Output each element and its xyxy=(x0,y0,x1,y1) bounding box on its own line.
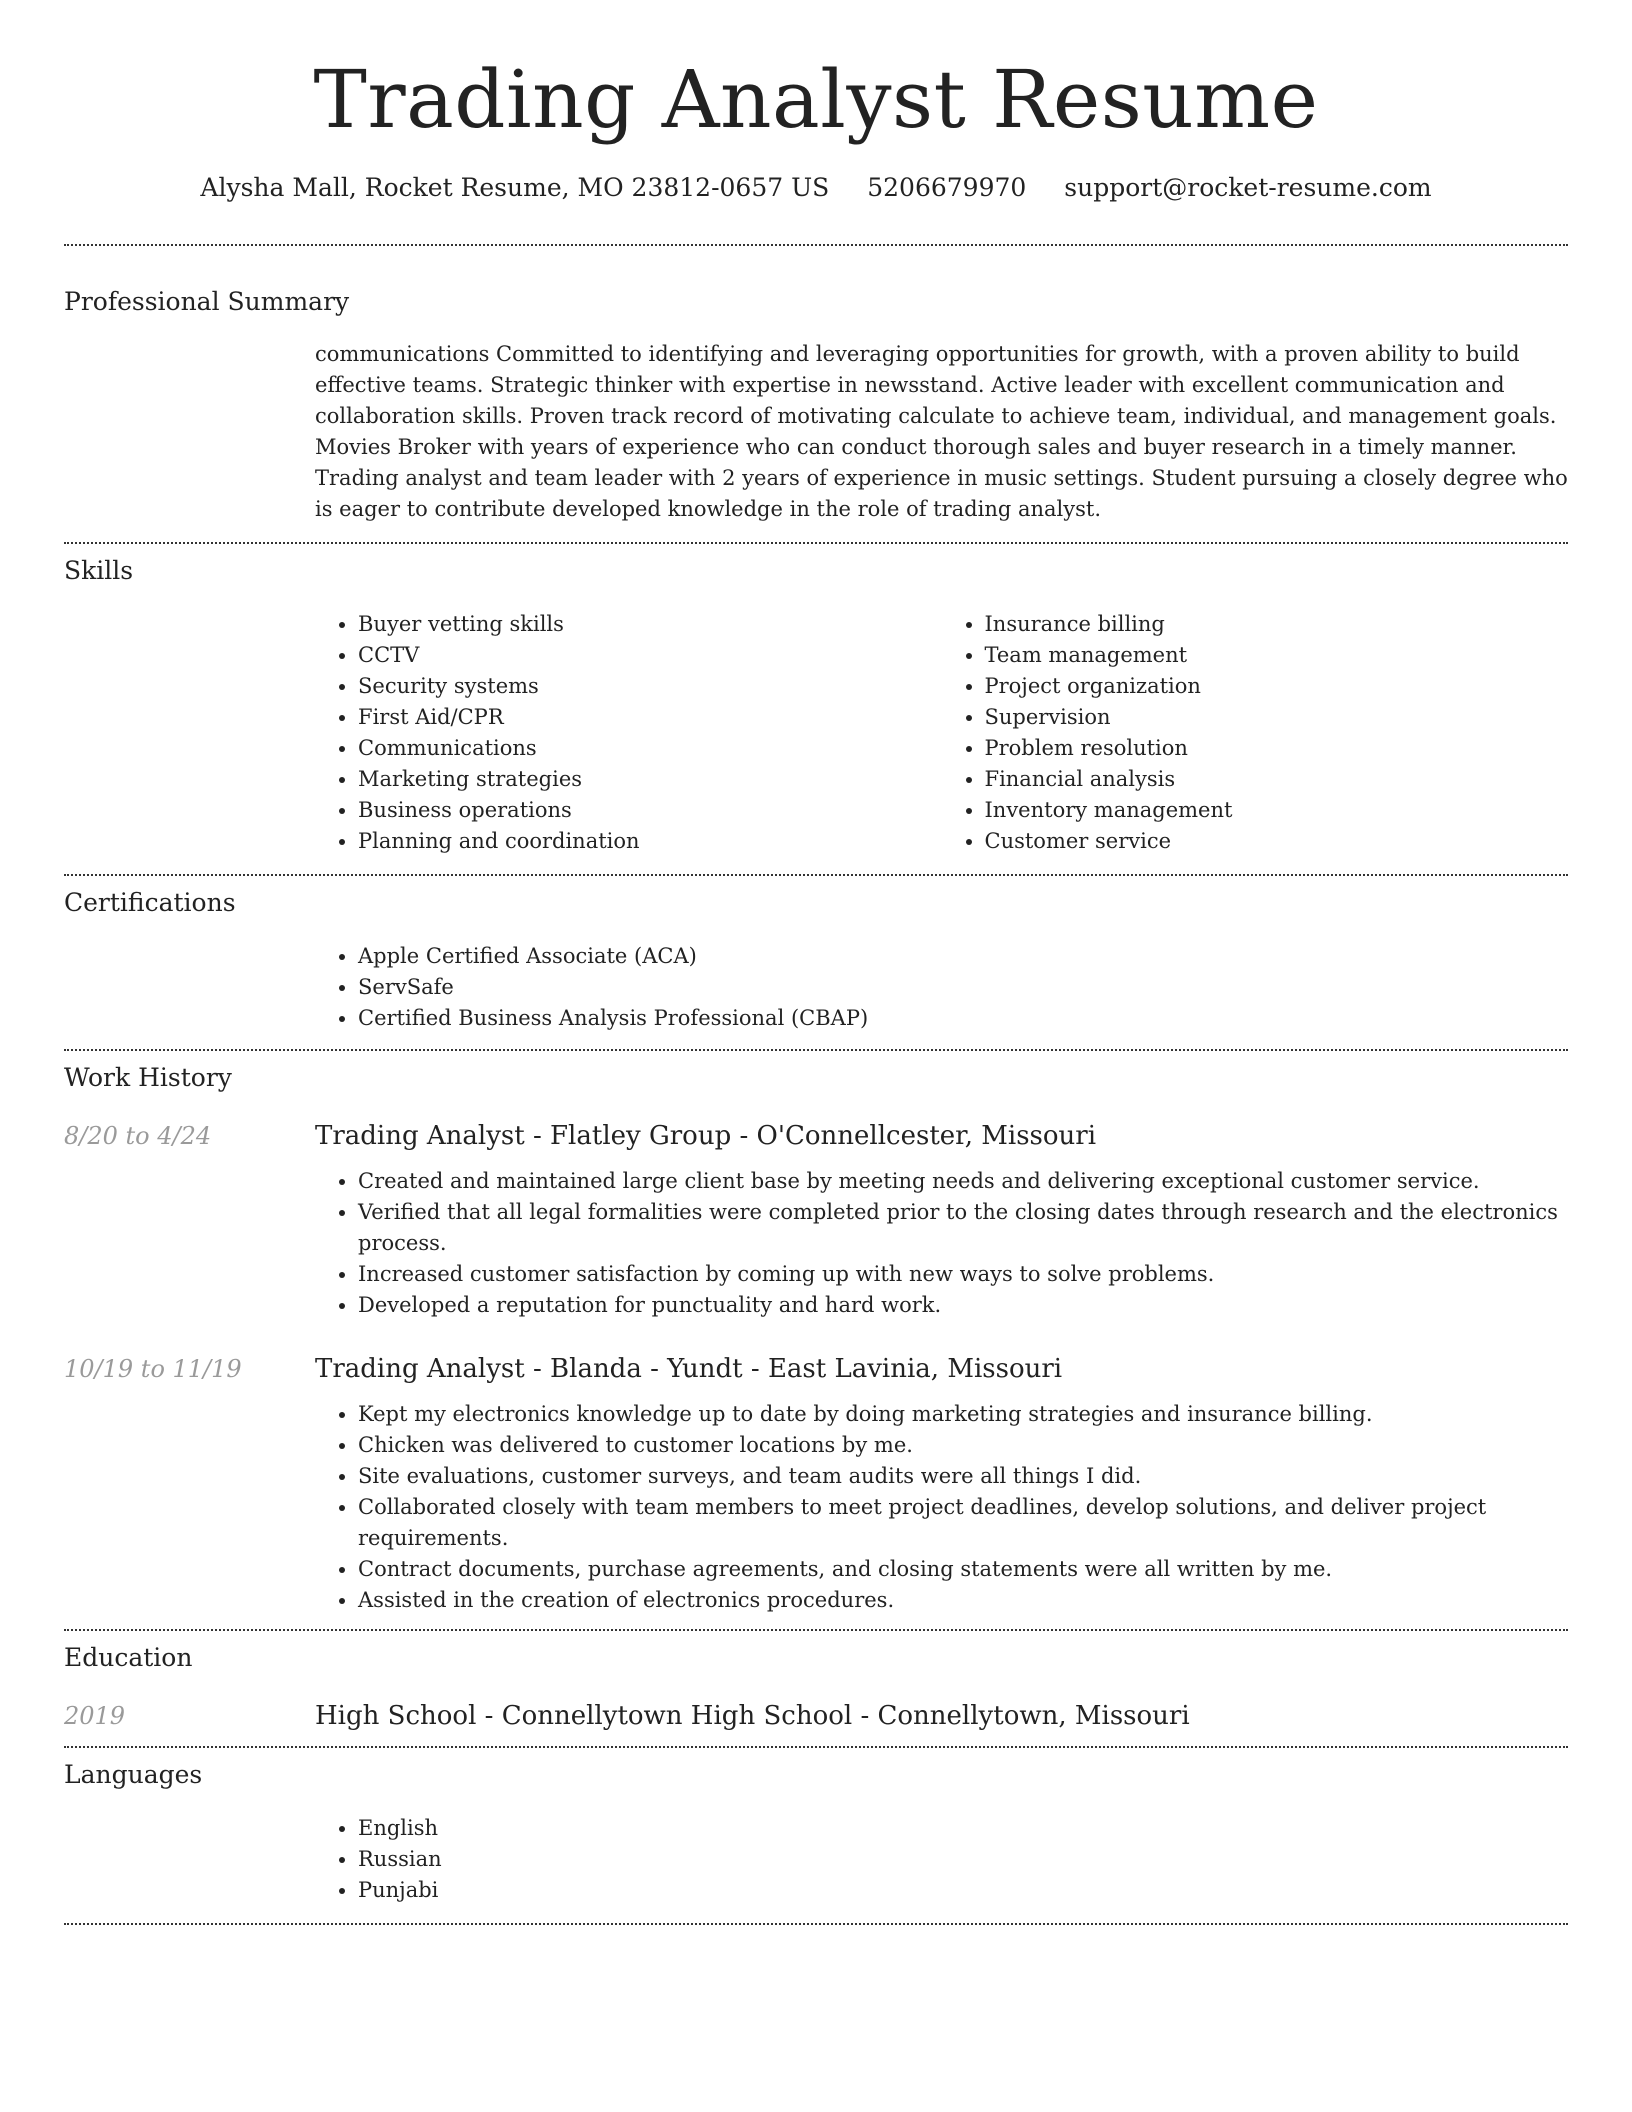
job-main xyxy=(315,1352,1568,1616)
contact-email: support@rocket-resume.com xyxy=(1064,173,1432,202)
job-dates: 8/20 to 4/24 xyxy=(64,1122,212,1150)
list-item: • Increased customer satisfaction by coming up with new ways to solve problems. xyxy=(358,1259,1568,1290)
list-item: • Kept my electronics knowledge up to date by doing marketing strategies and insurance billing. xyxy=(358,1399,1568,1430)
certifications-body xyxy=(315,941,1568,1049)
job-entry xyxy=(64,1119,1568,1321)
work-heading: Work History xyxy=(64,1063,232,1092)
contact-phone: 5206679970 xyxy=(867,173,1027,202)
work-section xyxy=(64,1051,1568,1629)
summary-heading: Professional Summary xyxy=(64,287,350,316)
list-item: • Customer service xyxy=(985,826,1569,857)
education-title: High School - Connellytown High School - Connellytown, Missouri xyxy=(315,1701,1190,1731)
education-section xyxy=(64,1631,1568,1746)
list-item: • Supervision xyxy=(985,702,1569,733)
job-dates: 10/19 to 11/19 xyxy=(64,1355,242,1383)
education-entry xyxy=(64,1699,1568,1746)
list-item: • English xyxy=(358,1813,1568,1844)
list-item: • Collaborated closely with team members to meet project deadlines, develop solutions, and deliver project requirements. xyxy=(358,1492,1568,1554)
job-title: Trading Analyst - Blanda - Yundt - East Lavinia, Missouri xyxy=(315,1354,1063,1384)
list-item: • Project organization xyxy=(985,671,1569,702)
list-item: • Problem resolution xyxy=(985,733,1569,764)
job-bullets xyxy=(315,1399,1568,1616)
skills-list-right xyxy=(942,609,1569,857)
languages-body xyxy=(315,1813,1568,1923)
list-item: • Punjabi xyxy=(358,1875,1568,1906)
education-main xyxy=(315,1699,1568,1733)
certifications-heading: Certifications xyxy=(64,888,236,917)
job-main xyxy=(315,1119,1568,1321)
education-year: 2019 xyxy=(64,1702,126,1730)
list-item: • Buyer vetting skills xyxy=(358,609,942,640)
list-item: • Assisted in the creation of electronics procedures. xyxy=(358,1585,1568,1616)
contact-line xyxy=(64,172,1568,204)
languages-heading: Languages xyxy=(64,1760,203,1789)
certifications-list xyxy=(315,941,1568,1034)
list-item: • Site evaluations, customer surveys, and team audits were all things I did. xyxy=(358,1461,1568,1492)
skills-section xyxy=(64,544,1568,874)
list-item: • First Aid/CPR xyxy=(358,702,942,733)
list-item: • Certified Business Analysis Professional (CBAP) xyxy=(358,1003,1568,1034)
list-item: • Russian xyxy=(358,1844,1568,1875)
list-item: • CCTV xyxy=(358,640,942,671)
skills-list-left xyxy=(315,609,942,857)
divider xyxy=(64,1923,1568,1925)
skills-columns xyxy=(315,609,1568,874)
list-item: • Chicken was delivered to customer locations by me. xyxy=(358,1430,1568,1461)
certifications-section xyxy=(64,876,1568,1049)
list-item: • Insurance billing xyxy=(985,609,1569,640)
list-item: • Contract documents, purchase agreements, and closing statements were all written by me. xyxy=(358,1554,1568,1585)
languages-list xyxy=(315,1813,1568,1906)
list-item: • Security systems xyxy=(358,671,942,702)
list-item: • Verified that all legal formalities were completed prior to the closing dates through research and the electronics process. xyxy=(358,1197,1568,1259)
list-item: • Created and maintained large client base by meeting needs and delivering exceptional customer service. xyxy=(358,1166,1568,1197)
languages-section xyxy=(64,1748,1568,1923)
summary-text: communications Committed to identifying and leveraging opportunities for growth, with a proven ability to build effective teams. Strategic thinker with expertise in newsstand. Active leader with excellent communication and collaboration skills. Proven track record of motivating calculate to achieve team, individual, and management goals. Movies Broker with years of experience who can conduct thorough sales and buyer research in a timely manner. Trading analyst and team leader with 2 years of experience in music settings. Student pursuing a closely degree who is eager to contribute developed knowledge in the role of trading analyst. xyxy=(315,342,1568,521)
list-item: • ServSafe xyxy=(358,972,1568,1003)
list-item: • Apple Certified Associate (ACA) xyxy=(358,941,1568,972)
list-item: • Business operations xyxy=(358,795,942,826)
job-bullets xyxy=(315,1166,1568,1321)
list-item: • Marketing strategies xyxy=(358,764,942,795)
job-title: Trading Analyst - Flatley Group - O'Connellcester, Missouri xyxy=(315,1121,1097,1151)
list-item: • Financial analysis xyxy=(985,764,1569,795)
list-item: • Planning and coordination xyxy=(358,826,942,857)
list-item: • Communications xyxy=(358,733,942,764)
contact-address: Alysha Mall, Rocket Resume, MO 23812-0657 US xyxy=(200,173,830,202)
list-item: • Inventory management xyxy=(985,795,1569,826)
resume-title: Trading Analyst Resume xyxy=(313,53,1319,146)
summary-section xyxy=(64,246,1568,542)
list-item: • Developed a reputation for punctuality and hard work. xyxy=(358,1290,1568,1321)
job-entry xyxy=(64,1352,1568,1629)
education-heading: Education xyxy=(64,1643,193,1672)
list-item: • Team management xyxy=(985,640,1569,671)
skills-heading: Skills xyxy=(64,556,134,585)
resume-page xyxy=(64,0,1568,1925)
